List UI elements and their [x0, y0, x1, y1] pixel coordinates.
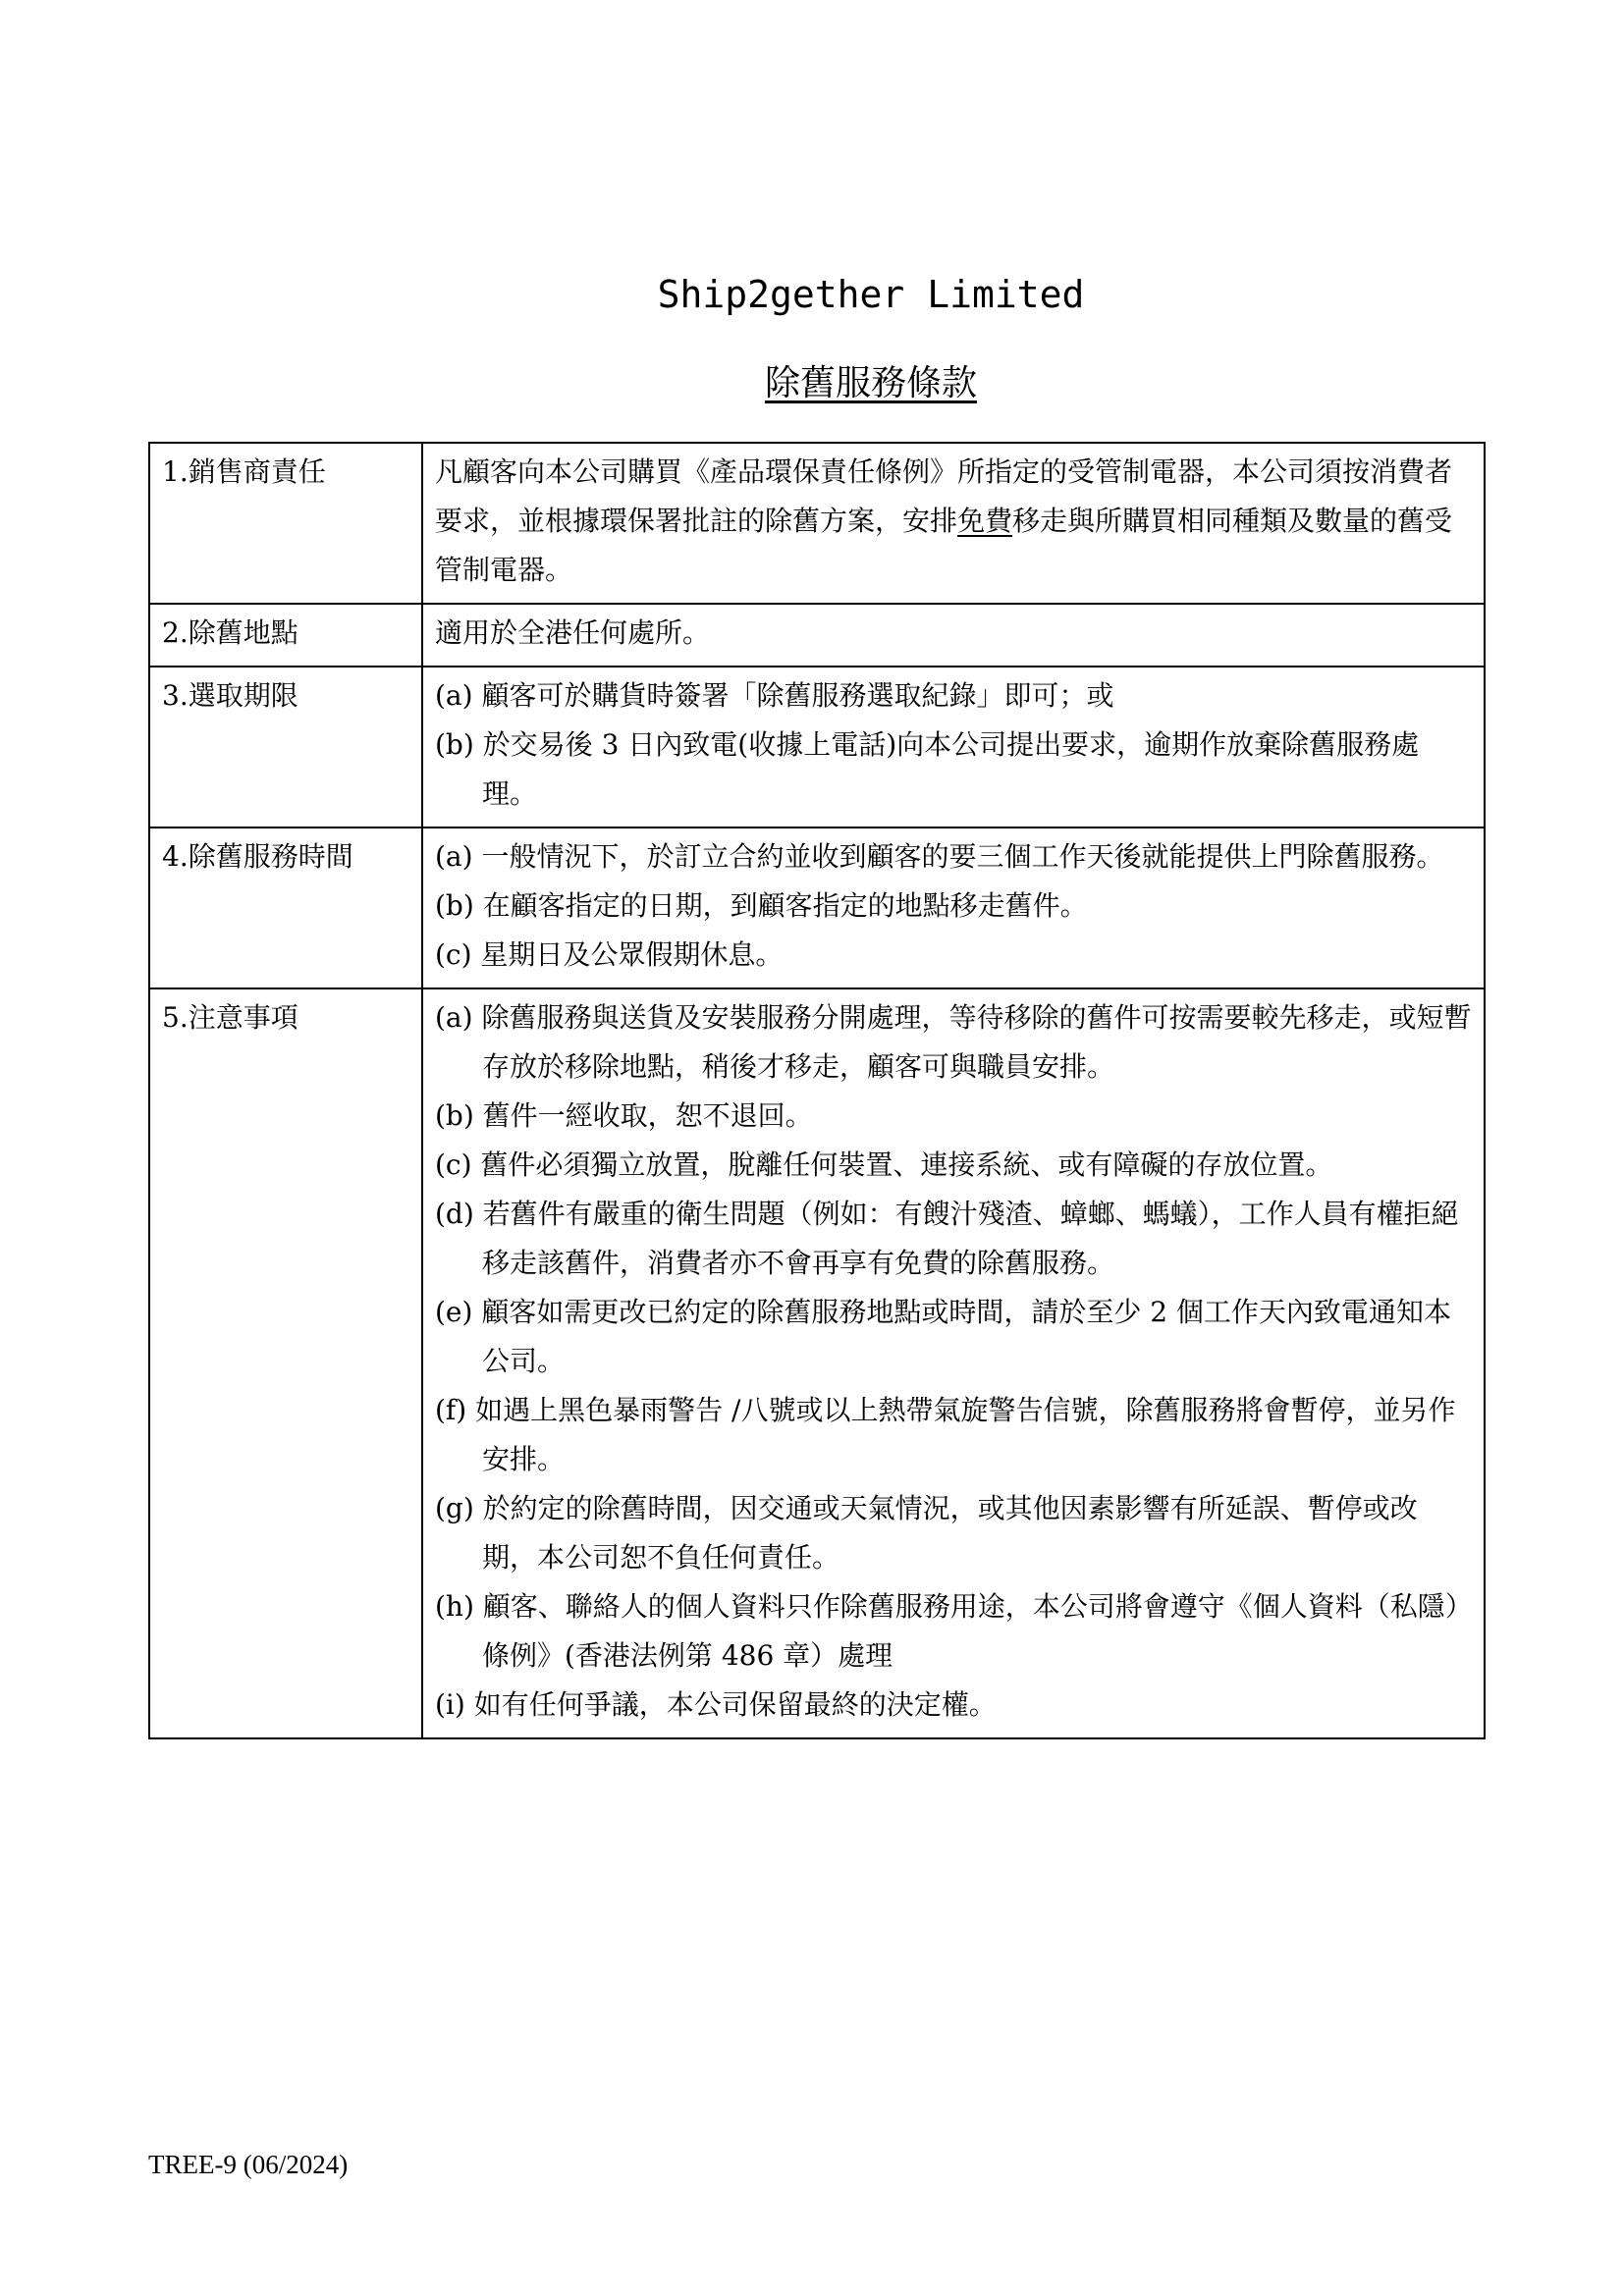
notes-item-h: (h) 顧客、聯絡人的個人資料只作除舊服務用途，本公司將會遵守《個人資料（私隱）條例》(香港法例第 486 章）處理: [435, 1590, 1459, 1672]
service-time-item-b: (b) 在顧客指定的日期，到顧客指定的地點移走舊件。: [435, 889, 1088, 922]
terms-table: [148, 442, 1486, 1739]
terms-row-service-time: [149, 828, 1485, 988]
period-item-a: (a) 顧客可於購貨時簽署「除舊服務選取紀錄」即可；或: [435, 679, 1114, 712]
term-label-location: 2.除舊地點: [149, 604, 422, 667]
term-label-responsibility: 1.銷售商責任: [149, 443, 422, 604]
service-time-item-c: (c) 星期日及公眾假期休息。: [435, 938, 784, 971]
notes-item-i: (i) 如有任何爭議，本公司保留最終的決定權。: [435, 1688, 997, 1721]
notes-item-a: (a) 除舊服務與送貨及安裝服務分開處理，等待移除的舊件可按需要較先移走，或短暫存放於移除地點，稍後才移走，顧客可與職員安排。: [435, 1001, 1472, 1083]
term-label-notes: 5.注意事項: [149, 988, 422, 1738]
term-content-location: 適用於全港任何處所。: [422, 604, 1485, 667]
responsibility-text-before: 凡顧客向本公司購買《產品環保責任條例》所指定的受管制電器，本公司須按消費者要求，並根據環保署批註的除舊方案，安排: [435, 455, 1453, 537]
terms-row-period: [149, 667, 1485, 828]
notes-item-g: (g) 於約定的除舊時間，因交通或天氣情況，或其他因素影響有所延誤、暫停或改期，本公司恕不負任何責任。: [435, 1492, 1418, 1574]
terms-row-responsibility: [149, 443, 1485, 604]
term-content-service-time: [422, 828, 1485, 988]
terms-row-notes: [149, 988, 1485, 1738]
company-name: Ship2gether Limited: [657, 273, 1085, 316]
term-content-notes: [422, 988, 1485, 1738]
term-content-period: [422, 667, 1485, 828]
notes-item-d: (d) 若舊件有嚴重的衛生問題（例如：有餿汁殘渣、蟑螂、螞蟻），工作人員有權拒絕移走該舊件，消費者亦不會再享有免費的除舊服務。: [435, 1198, 1459, 1279]
notes-item-e: (e) 顧客如需更改已約定的除舊服務地點或時間，請於至少 2 個工作天內致電通知本公司。: [435, 1296, 1451, 1377]
term-content-responsibility: [422, 443, 1485, 604]
form-code: TREE-9 (06/2024): [148, 2150, 349, 2179]
responsibility-text-after: 移走與所購買相同種類及數量的舊受管制電器。: [435, 505, 1453, 586]
free-underlined-text: 免費: [957, 505, 1013, 537]
notes-item-f: (f) 如遇上黑色暴雨警告 /八號或以上熱帶氣旋警告信號，除舊服務將會暫停，並另作安排。: [435, 1394, 1456, 1475]
term-label-period: 3.選取期限: [149, 667, 422, 828]
terms-row-location: [149, 604, 1485, 667]
document-title-text: 除舊服務條款: [764, 363, 977, 403]
document-title: [0, 361, 1624, 406]
term-label-service-time: 4.除舊服務時間: [149, 828, 422, 988]
period-item-b: (b) 於交易後 3 日內致電(收據上電話)向本公司提出要求，逾期作放棄除舊服務處理。: [435, 728, 1420, 810]
service-time-item-a: (a) 一般情況下，於訂立合約並收到顧客的要三個工作天後就能提供上門除舊服務。: [435, 840, 1444, 873]
notes-item-b: (b) 舊件一經收取，恕不退回。: [435, 1099, 813, 1132]
notes-item-c: (c) 舊件必須獨立放置，脫離任何裝置、連接系統、或有障礙的存放位置。: [435, 1148, 1333, 1181]
responsibility-paragraph: [435, 448, 1472, 595]
